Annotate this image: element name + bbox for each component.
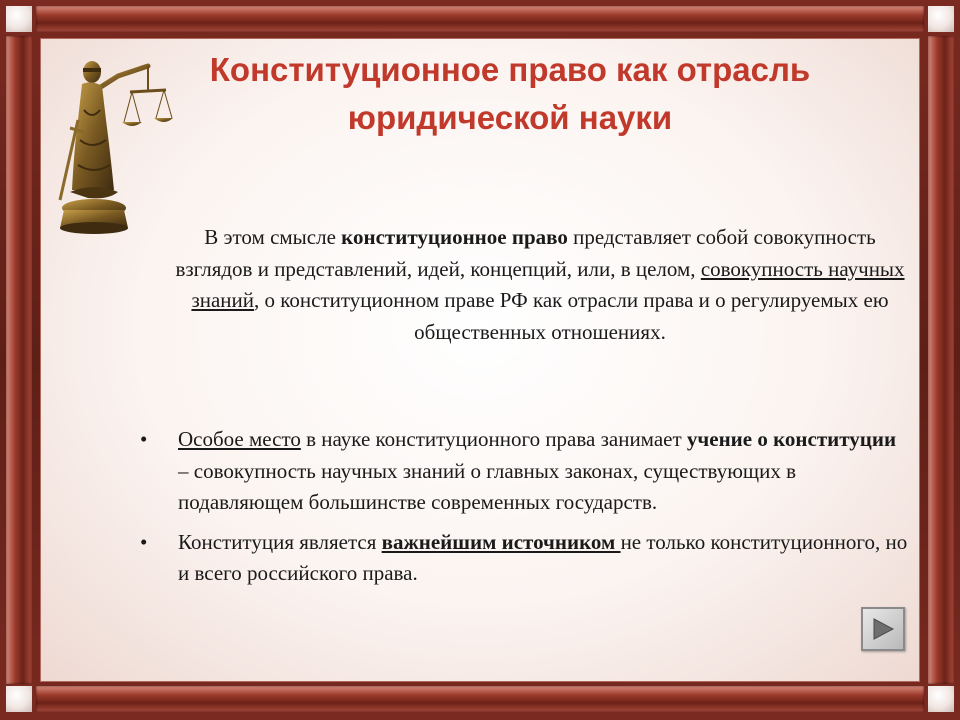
paragraph-text: представляет собой совокупность взглядов и представлений, идей, концепций, или, в целом, bbox=[175, 225, 876, 281]
bullet-bold-term: учение о конституции bbox=[686, 427, 897, 451]
paragraph-text: , о конституционном праве РФ как отрасли права и о регулируемых ею общественных отношениях. bbox=[254, 288, 889, 344]
bullet-marker: • bbox=[140, 427, 148, 451]
bullet-text: Конституция является bbox=[178, 529, 382, 554]
bullet-item bbox=[140, 527, 910, 590]
slide-title bbox=[140, 46, 880, 142]
slide-title-line2: юридической науки bbox=[347, 99, 673, 136]
bullet-bold-underlined-term: важнейшим источником bbox=[381, 529, 621, 554]
paragraph-text: В этом смысле bbox=[204, 225, 342, 249]
frame-bar-top bbox=[36, 6, 924, 32]
paragraph-bold-term: конституционное право bbox=[341, 225, 568, 249]
bullet-list bbox=[140, 424, 910, 598]
frame-corner-bottom-left bbox=[4, 684, 34, 714]
bullet-text: не только конституционного, но и всего российского права. bbox=[178, 529, 908, 585]
frame-bar-left bbox=[6, 36, 32, 684]
frame-corner-bottom-right bbox=[926, 684, 956, 714]
definition-paragraph bbox=[170, 222, 910, 348]
play-next-icon bbox=[871, 617, 895, 641]
frame-corner-top-right bbox=[926, 4, 956, 34]
bullet-text: – совокупность научных знаний о главных законах, существующих в подавляющем большинстве современных государств. bbox=[178, 458, 796, 514]
frame-bar-bottom bbox=[36, 686, 924, 712]
frame-corner-top-left bbox=[4, 4, 34, 34]
bullet-text: в науке конституционного права занимает bbox=[300, 427, 687, 451]
slide-title-line1: Конституционное право как отрасль bbox=[209, 51, 811, 88]
frame-bar-right bbox=[928, 36, 954, 684]
next-slide-button[interactable] bbox=[861, 607, 905, 651]
paragraph-underlined-term: совокупность научных знаний bbox=[191, 256, 905, 312]
bullet-marker: • bbox=[140, 529, 148, 554]
bullet-item bbox=[140, 424, 910, 519]
bullet-underlined-term: Особое место bbox=[178, 427, 301, 451]
